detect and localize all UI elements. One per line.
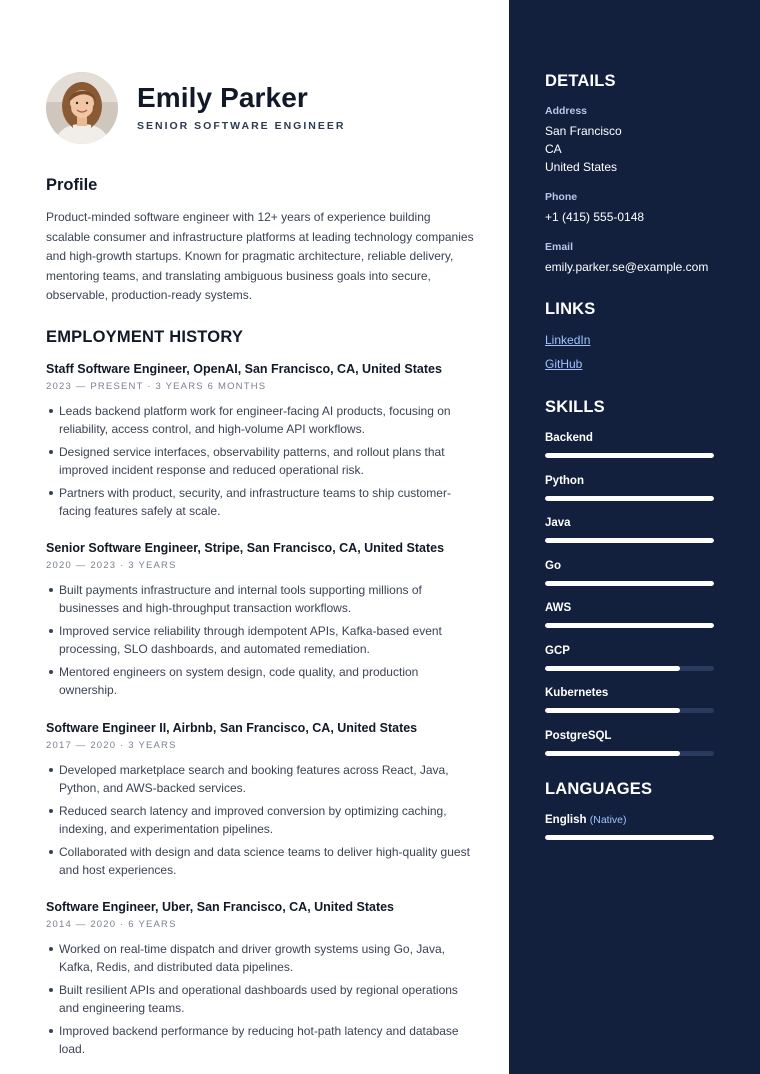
- bullet-item: Developed marketplace search and booking features across React, Java, Python, and AWS-backed services.: [46, 761, 476, 797]
- skill-item: [545, 644, 714, 671]
- skill-bar-track: [545, 666, 714, 671]
- address-label: Address: [545, 105, 588, 117]
- skill-bar-fill: [545, 581, 714, 586]
- job-dates: 2020 — 2023 · 3 YEARS: [46, 560, 177, 571]
- bullet-item: Improved backend performance by reducing hot-path latency and database load.: [46, 1022, 476, 1058]
- bullet-item: Mentored engineers on system design, code quality, and production ownership.: [46, 663, 476, 699]
- avatar: [46, 72, 118, 144]
- language-bar-track: [545, 835, 714, 840]
- skill-item: [545, 516, 714, 543]
- portrait-image: [46, 72, 118, 144]
- skill-bar-fill: [545, 496, 714, 501]
- bullet-item: Built resilient APIs and operational dashboards used by regional operations and engineering teams.: [46, 981, 476, 1017]
- skill-item: [545, 474, 714, 501]
- email-value: emily.parker.se@example.com: [545, 260, 709, 274]
- job-title: Software Engineer II, Airbnb, San Francisco, CA, United States: [46, 721, 418, 735]
- skill-bar-track: [545, 708, 714, 713]
- employment-heading: EMPLOYMENT HISTORY: [46, 328, 244, 346]
- sidebar: [509, 0, 760, 1074]
- phone-label: Phone: [545, 191, 578, 203]
- candidate-name: Emily Parker: [137, 82, 308, 113]
- language-item: [545, 813, 714, 840]
- skills-heading: SKILLS: [545, 398, 605, 416]
- skill-bar-fill: [545, 453, 714, 458]
- skill-name: Python: [545, 474, 584, 487]
- language-bar-fill: [545, 835, 714, 840]
- skill-name: Kubernetes: [545, 687, 609, 699]
- skill-name: Backend: [545, 432, 593, 444]
- profile-heading: Profile: [46, 176, 98, 194]
- bullet-item: Collaborated with design and data science teams to deliver high-quality guest and host experiences.: [46, 843, 476, 879]
- job-entry: [46, 720, 476, 884]
- skill-bar-fill: [545, 708, 680, 713]
- skill-name: Go: [545, 559, 561, 572]
- skill-name: Java: [545, 517, 571, 529]
- job-role: SENIOR SOFTWARE ENGINEER: [137, 120, 346, 132]
- skill-item: [545, 559, 714, 586]
- skill-bar-fill: [545, 751, 680, 756]
- bullet-item: Improved service reliability through idempotent APIs, Kafka-based event processing, SLO dashboards, and automated remediation.: [46, 622, 476, 658]
- linkedin-link[interactable]: LinkedIn: [545, 333, 591, 347]
- skill-item: [545, 729, 714, 756]
- language-level: (Native): [589, 814, 627, 826]
- language-name: English: [545, 814, 587, 826]
- address-line-1: San Francisco: [545, 124, 622, 138]
- job-bullets: [46, 402, 476, 520]
- job-entry: [46, 361, 476, 525]
- job-dates: 2023 — PRESENT · 3 YEARS 6 MONTHS: [46, 381, 267, 392]
- language-label: [545, 813, 714, 827]
- address-line-3: United States: [545, 160, 618, 174]
- job-title: Staff Software Engineer, OpenAI, San Francisco, CA, United States: [46, 362, 442, 376]
- email-label: Email: [545, 241, 574, 253]
- bullet-item: Reduced search latency and improved conversion by optimizing caching, indexing, and experimentation pipelines.: [46, 802, 476, 838]
- job-entry: [46, 540, 476, 704]
- skill-bar-fill: [545, 666, 680, 671]
- bullet-item: Designed service interfaces, observability patterns, and rollout plans that improved incident response and reduced operational risk.: [46, 443, 476, 479]
- skill-bar-track: [545, 496, 714, 501]
- job-title: Senior Software Engineer, Stripe, San Francisco, CA, United States: [46, 541, 445, 555]
- bullet-item: Built payments infrastructure and internal tools supporting millions of businesses and high-throughput transaction workflows.: [46, 581, 476, 617]
- skill-bar-track: [545, 453, 714, 458]
- job-bullets: [46, 940, 476, 1058]
- languages-heading: LANGUAGES: [545, 780, 653, 798]
- address-line-2: CA: [545, 142, 562, 156]
- job-dates: 2014 — 2020 · 6 YEARS: [46, 919, 177, 930]
- skill-name: GCP: [545, 644, 570, 657]
- bullet-item: Partners with product, security, and infrastructure teams to ship customer-facing features safely at scale.: [46, 484, 476, 520]
- profile-text: Product-minded software engineer with 12+ years of experience building scalable consumer and infrastructure platforms at leading technology companies and high-growth startups. Known for pragmatic architecture, reliable delivery, mentoring teams, and translating ambiguous business goals into secure, observable, production-ready systems.: [46, 210, 474, 302]
- links-heading: LINKS: [545, 300, 596, 318]
- bullet-item: Worked on real-time dispatch and driver growth systems using Go, Java, Kafka, Redis, and distributed data pipelines.: [46, 940, 476, 976]
- details-heading: DETAILS: [545, 72, 616, 90]
- skill-bar-fill: [545, 623, 714, 628]
- github-link[interactable]: GitHub: [545, 357, 583, 371]
- job-bullets: [46, 581, 476, 699]
- skill-bar-track: [545, 581, 714, 586]
- skill-bar-track: [545, 623, 714, 628]
- skill-item: [545, 686, 714, 713]
- skill-name: AWS: [545, 602, 572, 614]
- skill-bar-track: [545, 538, 714, 543]
- bullet-item: Leads backend platform work for engineer-facing AI products, focusing on reliability, access control, and high-volume API workflows.: [46, 402, 476, 438]
- phone-value: +1 (415) 555-0148: [545, 210, 645, 224]
- job-title: Software Engineer, Uber, San Francisco, CA, United States: [46, 900, 395, 914]
- job-bullets: [46, 761, 476, 879]
- skill-item: [545, 601, 714, 628]
- job-entry: [46, 899, 476, 1063]
- job-dates: 2017 — 2020 · 3 YEARS: [46, 740, 177, 751]
- skill-bar-fill: [545, 538, 714, 543]
- skill-bar-track: [545, 751, 714, 756]
- skill-name: PostgreSQL: [545, 729, 612, 742]
- skill-item: [545, 431, 714, 458]
